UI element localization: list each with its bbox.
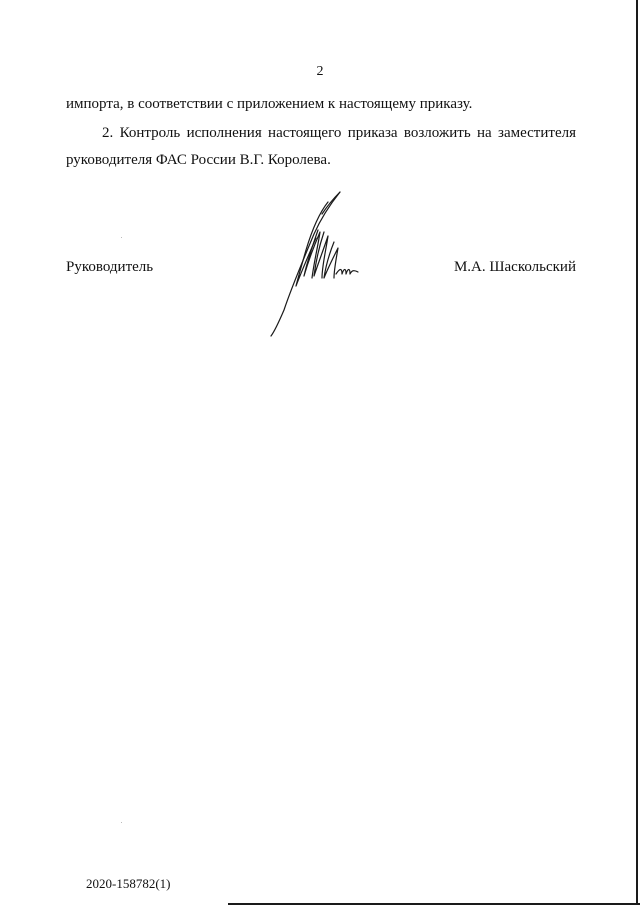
body-line-3: руководителя ФАС России В.Г. Королева. [66,152,331,168]
scan-speck [121,822,122,823]
handwritten-signature [262,186,372,338]
document-id: 2020-158782(1) [86,876,171,891]
scan-edge-right [636,0,638,905]
scan-speck [121,237,122,238]
signatory-title: Руководитель [66,259,154,275]
body-paragraph-2: 2. Контроль исполнения настоящего приказа возложить на заместителя [102,125,576,141]
body-line-1: импорта, в соответствии с приложением к настоящему приказу. [66,96,473,112]
page-number: 2 [316,64,324,79]
signatory-name: М.А. Шаскольский [453,259,576,275]
